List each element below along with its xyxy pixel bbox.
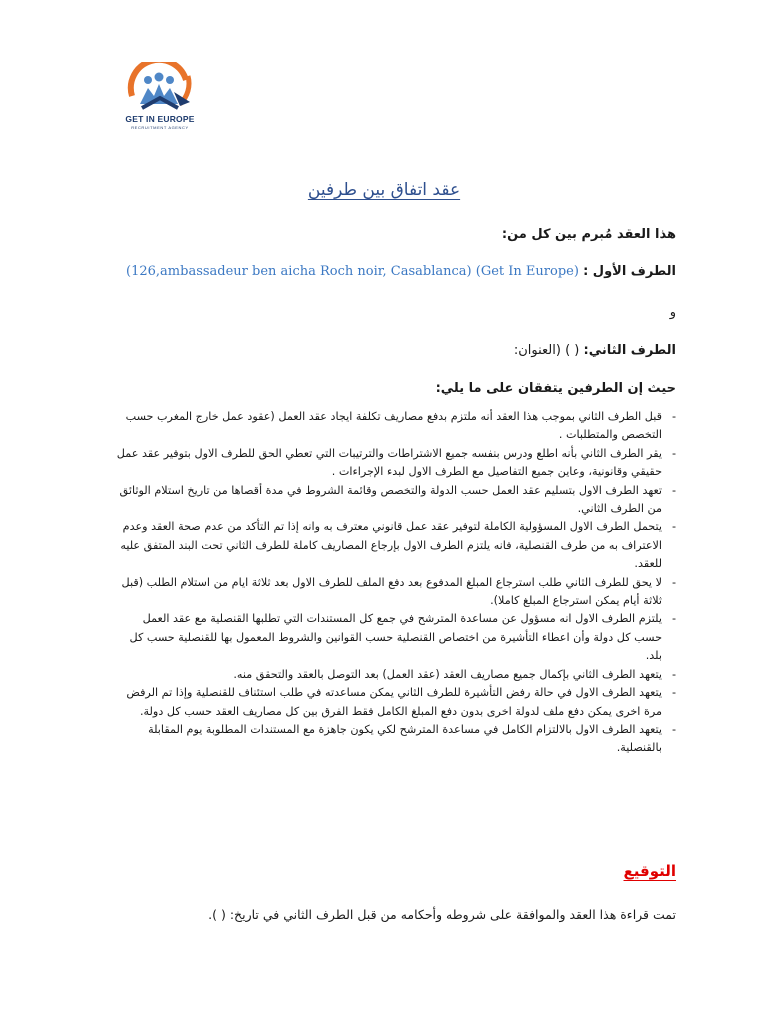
- company-logo: [110, 62, 210, 144]
- clause-item: [116, 445, 676, 482]
- party-two-address-label: (العنوان:: [513, 343, 561, 358]
- bullet-dash: -: [671, 520, 676, 534]
- logo-name: GET IN EUROPE: [125, 114, 195, 124]
- document-title: [0, 180, 768, 200]
- clause-item: [116, 574, 676, 611]
- document-title-text: عقد اتفاق بين طرفين: [307, 180, 461, 200]
- bullet-dash: -: [671, 446, 676, 460]
- clause-item: [116, 666, 676, 684]
- clause-text: يقر الطرف الثاني بأنه اطلع ودرس بنفسه جميع الاشتراطات والترتيبات التي تعطي الحق للطرف الاول بتوفير عقد عمل حقيقي وقانونية، وعاين جميع التفاصيل مع الطرف الاول لبدء الإجراءات .: [116, 446, 662, 479]
- and-connector: و: [669, 305, 676, 320]
- clause-text: تعهد الطرف الاول بتسليم عقد العمل حسب الدولة والتخصص وقائمة الشروط في مدة أقصاها من تاريخ استلام الوثائق من الطرف الثاني.: [119, 483, 662, 516]
- clause-text: يتعهد الطرف الاول بالالتزام الكامل في مساعدة المترشح لكي يكون جاهزة مع المستندات المطلوبة يوم المقابلة بالقنصلية.: [148, 722, 662, 755]
- clause-item: [116, 684, 676, 721]
- party-one-address: (126,ambassadeur ben aicha Roch noir, Casablanca): [126, 264, 472, 279]
- logo-tagline: RECRUITMENT AGENCY: [131, 125, 189, 130]
- clause-text: يتعهد الطرف الثاني بإكمال جميع مصاريف العقد (عقد العمل) بعد التوصل بالعقد والتحقق منه.: [233, 667, 662, 681]
- bullet-dash: -: [671, 686, 676, 700]
- party-one-label: الطرف الأول :: [583, 264, 676, 279]
- bullet-dash: -: [671, 667, 676, 681]
- clause-text: لا يحق للطرف الثاني طلب استرجاع المبلغ المدفوع بعد دفع الملف للطرف الاول بعد ثلاثة ايام من استلام الطلب (قبل ثلاثة أيام يمكن استرجاع المبلغ كاملا).: [121, 575, 662, 608]
- party-one-name: (Get In Europe): [475, 264, 579, 279]
- clause-text: قبل الطرف الثاني بموجب هذا العقد أنه ملتزم بدفع مصاريف تكلفة ايجاد عقد العمل (عقود عمل خارج المغرب حسب التخصص والمتطلبات .: [125, 410, 662, 442]
- clause-list: [116, 408, 676, 758]
- signature-statement: تمت قراءة هذا العقد والموافقة على شروطه وأحكامه من قبل الطرف الثاني في تاريخ: ( ).: [208, 907, 676, 922]
- party-two-line: [514, 343, 676, 358]
- bullet-dash: -: [671, 722, 676, 736]
- bullet-dash: -: [671, 410, 676, 423]
- party-one-line: [126, 264, 676, 279]
- bullet-dash: -: [671, 612, 676, 626]
- party-two-label: الطرف الثاني:: [583, 343, 676, 358]
- party-two-name-blank: ( ): [565, 343, 580, 358]
- clause-text: يلتزم الطرف الاول انه مسؤول عن مساعدة المترشح في جمع كل المستندات التي تطلبها القنصلية مع عقد العمل حسب كل دولة وأن اعطاء التأشيرة من اختصاص القنصلية حسب القوانين والشروط المعمول بها للقنصلية حسب كل بلد.: [129, 612, 662, 663]
- logo-emblem: [118, 62, 202, 116]
- contract-intro: هذا العقد مُبرم بين كل من:: [501, 227, 676, 242]
- bullet-dash: -: [671, 575, 676, 589]
- signature-heading: التوقيع: [623, 862, 676, 880]
- clause-item: [116, 482, 676, 519]
- clause-item: [116, 408, 676, 445]
- agreement-heading: حيث إن الطرفين يتفقان على ما يلي:: [435, 381, 676, 396]
- clause-item: [116, 721, 676, 758]
- clause-item: [116, 518, 676, 573]
- bullet-dash: -: [671, 483, 676, 497]
- clause-item: [116, 610, 676, 665]
- clause-text: يتعهد الطرف الاول في حالة رفض التأشيرة للطرف الثاني يمكن مساعدته في طلب استئناف للقنصلية وإذا تم الرفض مرة اخرى يمكن دفع ملف لدولة اخرى بدون دفع المبلغ الكامل فقط الفرق بين كل مصاريف العقد حسب كل دولة.: [126, 686, 662, 718]
- clause-text: يتحمل الطرف الاول المسؤولية الكاملة لتوفير عقد عمل قانوني معترف به وانه إذا تم التأكد من عدم صحة العقد وعدم الاعتراف به من طرف القنصلية، فانه يلتزم الطرف الاول بإرجاع المصاريف كاملة للطرف الثاني تحت البند المتفق عليه للعقد.: [120, 520, 662, 571]
